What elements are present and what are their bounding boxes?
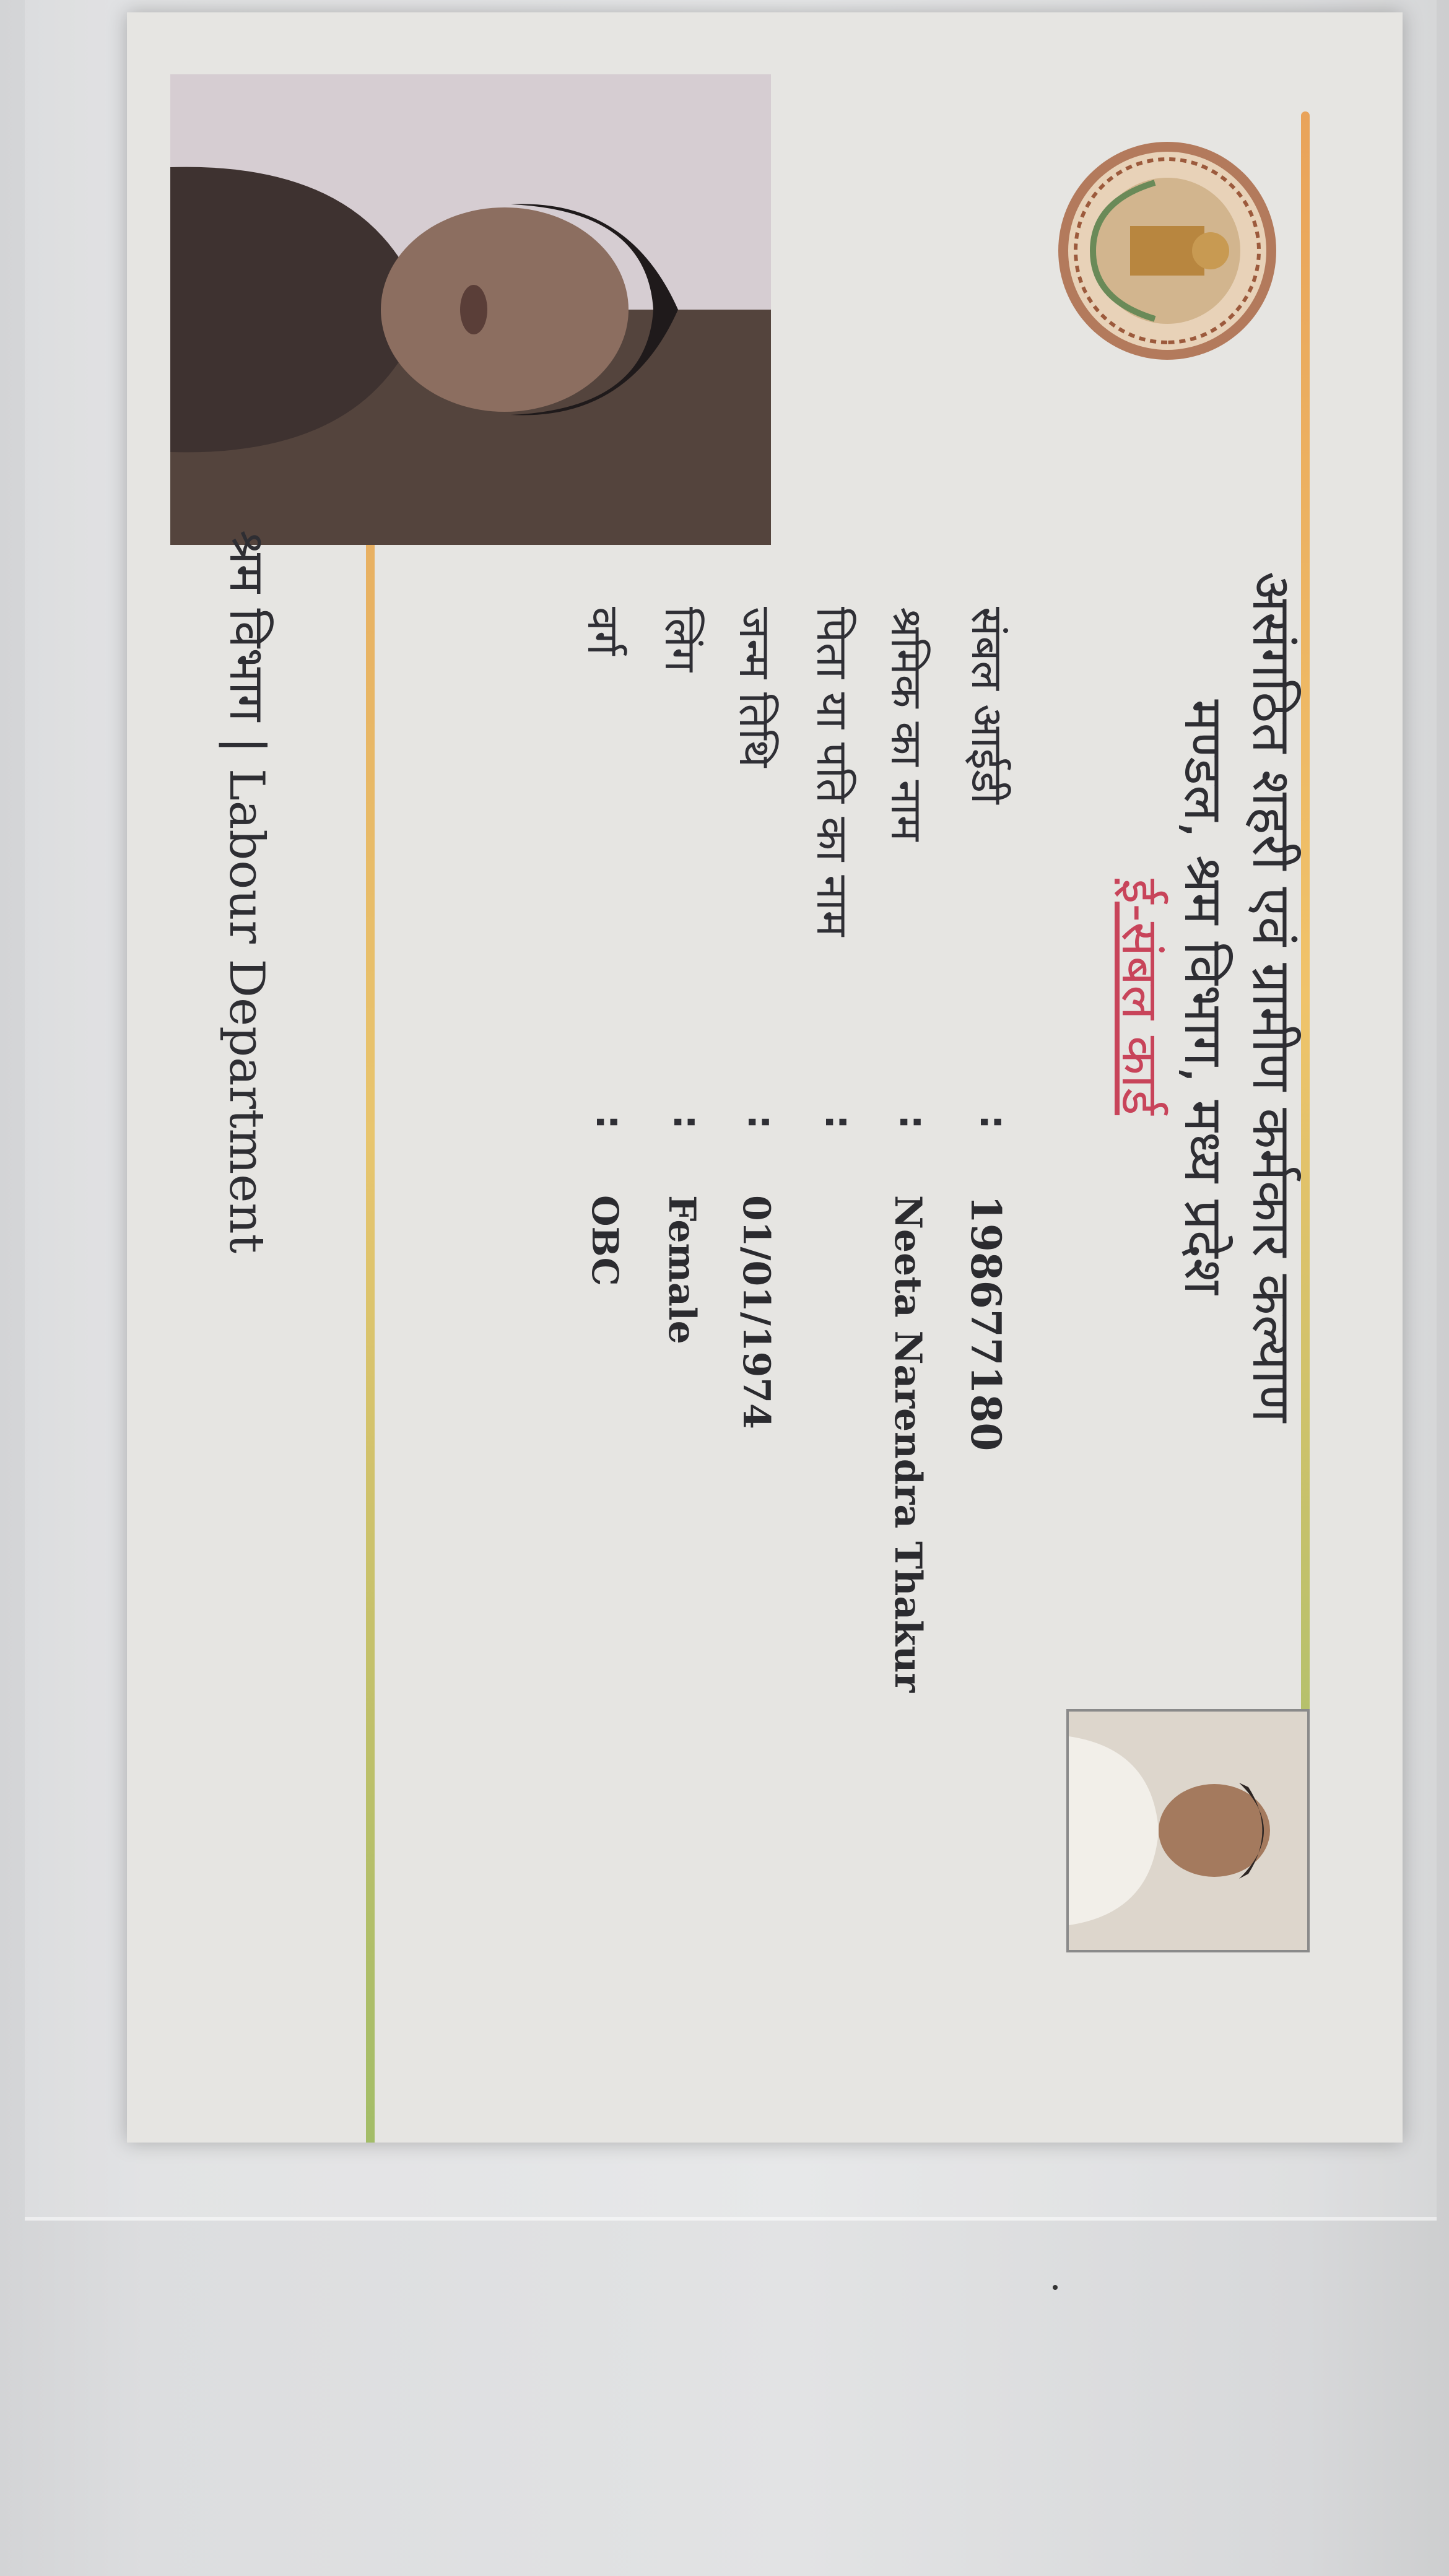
dust-speck [1053,2285,1058,2290]
field-value: Neeta Narendra Thakur [886,1195,929,1693]
official-photo [1066,1709,1310,1952]
card-footer [216,149,282,1635]
field-date-of-birth [724,607,786,2093]
field-separator: : [891,1115,934,1129]
field-separator: : [588,1115,631,1129]
field-separator: : [817,1115,860,1129]
field-gender [650,607,712,2093]
field-label: लिंग [655,607,706,672]
e-sambal-card [127,12,1403,2143]
field-label: पिता या पति का नाम [807,607,858,937]
field-value: OBC [584,1195,626,1286]
field-father-husband-name [802,607,864,2093]
header-line-2: मण्डल, श्रम विभाग, मध्य प्रदेश [1172,699,1234,1295]
field-label: वर्ग [578,607,629,656]
field-worker-name [876,607,938,2093]
field-value: 01/01/1974 [734,1195,778,1429]
header-line-1: असंगठित शहरी एवं ग्रामीण कर्मकार कल्याण [1240,571,1302,1423]
footer-english: Labour Department [219,768,274,1254]
field-label: जन्म तिथि [729,607,780,768]
field-separator: : [972,1115,1015,1129]
field-separator: : [665,1115,708,1129]
field-sambal-id [957,607,1019,2093]
field-value: Female [660,1195,703,1344]
mp-government-seal-icon [1056,139,1279,362]
field-category [573,607,635,2093]
field-label: श्रमिक का नाम [881,607,932,842]
field-separator: : [739,1115,783,1129]
field-value: 198677180 [962,1195,1010,1451]
card-title: ई-संबल कार्ड [1110,879,1169,1115]
footer-hindi: श्रम विभाग | [219,529,274,769]
field-label: संबल आईडी [962,607,1012,804]
